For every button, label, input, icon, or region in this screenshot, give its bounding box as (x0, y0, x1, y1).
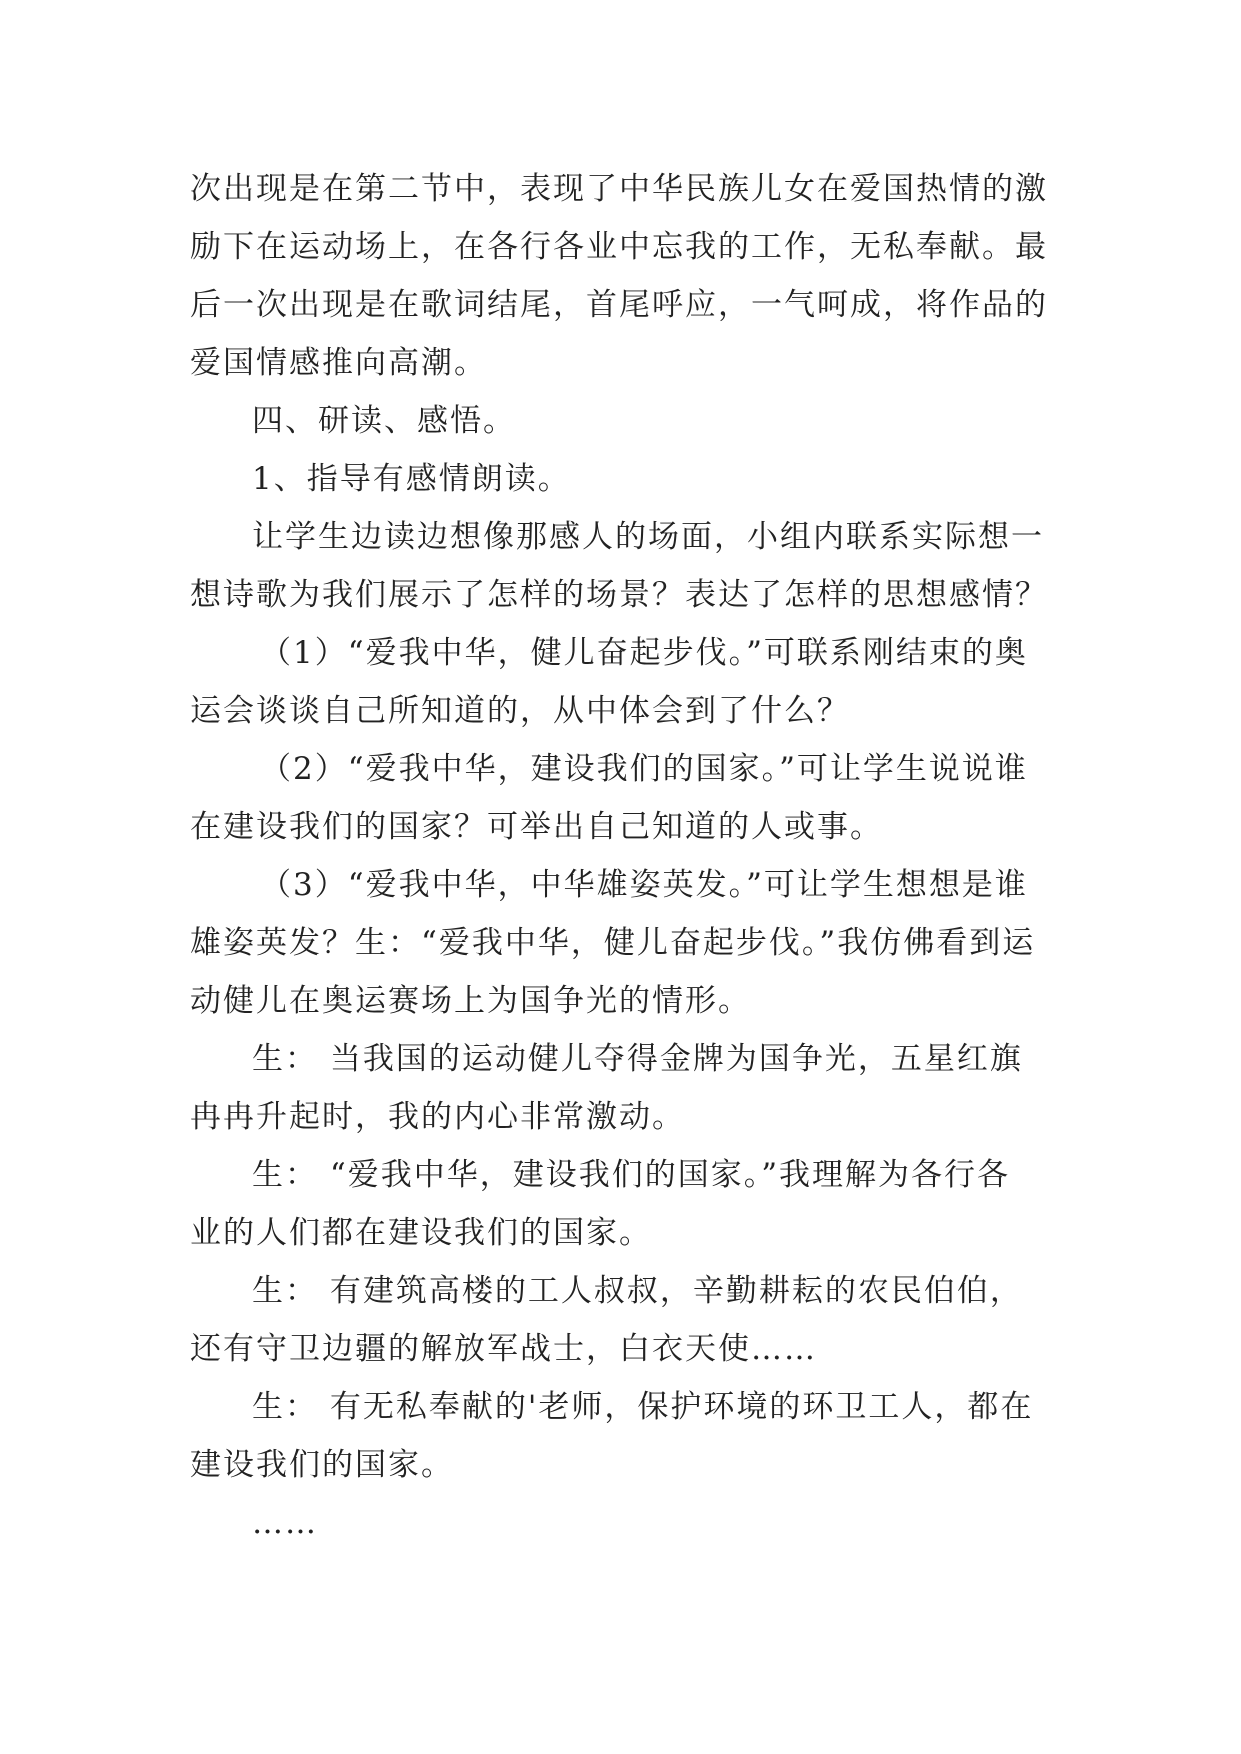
text-line: 后一次出现是在歌词结尾，首尾呼应，一气呵成，将作品的 (190, 287, 1048, 323)
ellipsis-line: …… (252, 1505, 318, 1541)
text-line: 业的人们都在建设我们的国家。 (190, 1215, 652, 1251)
body-text (190, 160, 1055, 1552)
text-line: （2）“爱我中华，建设我们的国家。”可让学生说说谁 (260, 751, 1028, 787)
text-line: 想诗歌为我们展示了怎样的场景？表达了怎样的思想感情？ (190, 577, 1048, 613)
section-heading: 四、研读、感悟。 (252, 403, 516, 439)
text-line: 次出现是在第二节中，表现了中华民族儿女在爱国热情的激 (190, 171, 1048, 207)
text-line: （3）“爱我中华，中华雄姿英发。”可让学生想想是谁 (260, 867, 1028, 903)
text-line: （1）“爱我中华，健儿奋起步伐。”可联系刚结束的奥 (260, 635, 1028, 671)
text-line: 让学生边读边想像那感人的场面，小组内联系实际想一 (252, 519, 1044, 555)
subsection-heading: 1、指导有感情朗读。 (252, 461, 571, 497)
text-line: 冉冉升起时，我的内心非常激动。 (190, 1099, 685, 1135)
text-line: 建设我们的国家。 (190, 1447, 454, 1483)
text-line: 还有守卫边疆的解放军战士，白衣天使…… (190, 1331, 817, 1367)
text-line: 雄姿英发？生：“爱我中华，健儿奋起步伐。”我仿佛看到运 (190, 925, 1036, 961)
text-line: 爱国情感推向高潮。 (190, 345, 487, 381)
text-line: 生： “爱我中华，建设我们的国家。”我理解为各行各 (252, 1157, 1011, 1193)
text-line: 生： 有无私奉献的'老师，保护环境的环卫工人，都在 (252, 1389, 1034, 1425)
text-line: 动健儿在奥运赛场上为国争光的情形。 (190, 983, 751, 1019)
text-line: 生： 当我国的运动健儿夺得金牌为国争光，五星红旗 (252, 1041, 1023, 1077)
text-line: 在建设我们的国家？可举出自己知道的人或事。 (190, 809, 883, 845)
text-line: 运会谈谈自己所知道的，从中体会到了什么？ (190, 693, 850, 729)
text-line: 生： 有建筑高楼的工人叔叔，辛勤耕耘的农民伯伯， (252, 1273, 1023, 1309)
text-line: 励下在运动场上，在各行各业中忘我的工作，无私奉献。最 (190, 229, 1048, 265)
